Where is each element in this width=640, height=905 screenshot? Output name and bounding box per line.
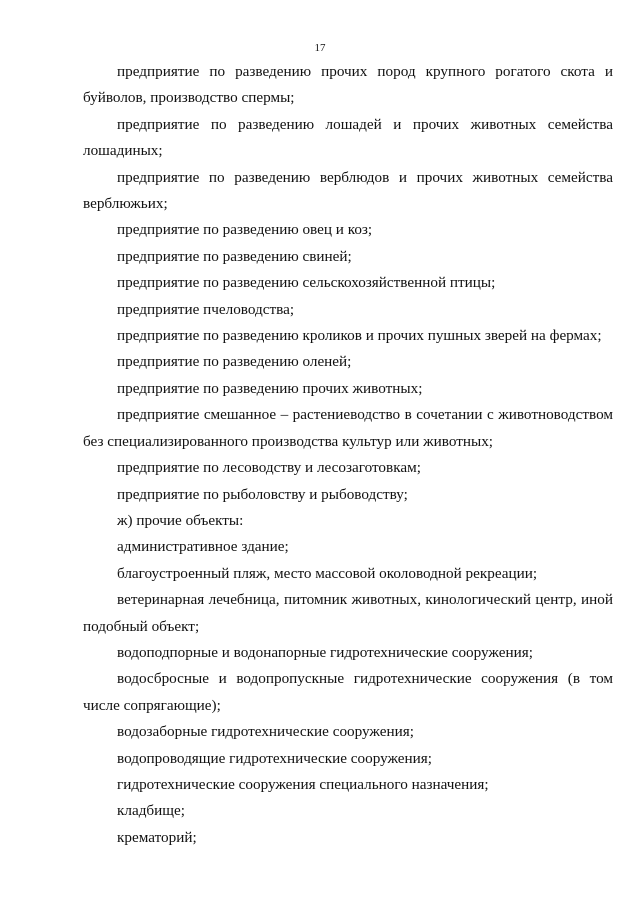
list-item: предприятие по лесоводству и лесозаготовкам; <box>117 459 421 477</box>
list-item: предприятие по разведению лошадей и прочих животных семейства лошадиных; <box>83 115 613 160</box>
list-item: благоустроенный пляж, место массовой околоводной рекреации; <box>117 564 538 582</box>
list-item: предприятие по разведению верблюдов и прочих животных семейства верблюжьих; <box>83 168 613 213</box>
list-item: гидротехнические сооружения специального назначения; <box>117 775 489 793</box>
list-item: водопроводящие гидротехнические сооружения; <box>117 749 433 767</box>
list-item: предприятие по разведению прочих животных; <box>117 379 423 397</box>
list-item: предприятие пчеловодства; <box>117 300 295 318</box>
list-item: предприятие по рыболовству и рыбоводству; <box>117 485 408 503</box>
list-item: предприятие по разведению кроликов и прочих пушных зверей на фермах; <box>117 327 602 345</box>
list-item: водозаборные гидротехнические сооружения; <box>117 723 414 741</box>
section-heading: ж) прочие объекты: <box>117 511 244 529</box>
document-body <box>83 59 613 851</box>
list-item: крематорий; <box>117 828 197 846</box>
page-number: 17 <box>314 42 326 54</box>
list-item: предприятие по разведению свиней; <box>117 247 352 265</box>
list-item: предприятие по разведению овец и коз; <box>117 221 373 239</box>
list-item: водоподпорные и водонапорные гидротехнические сооружения; <box>117 643 533 661</box>
list-item: предприятие по разведению оленей; <box>117 353 352 371</box>
list-item: ветеринарная лечебница, питомник животных, кинологический центр, иной подобный объект; <box>83 591 613 635</box>
list-item: предприятие смешанное – растениеводство в сочетании с животноводством без специализированного производства культур или животных; <box>83 406 613 450</box>
list-item: кладбище; <box>117 802 185 820</box>
list-item: предприятие по разведению прочих пород крупного рогатого скота и буйволов, производство спермы; <box>83 63 613 107</box>
list-item: административное здание; <box>117 538 289 556</box>
list-item: предприятие по разведению сельскохозяйственной птицы; <box>117 274 496 292</box>
list-item: водосбросные и водопропускные гидротехнические сооружения (в том числе сопрягающие); <box>83 670 613 714</box>
